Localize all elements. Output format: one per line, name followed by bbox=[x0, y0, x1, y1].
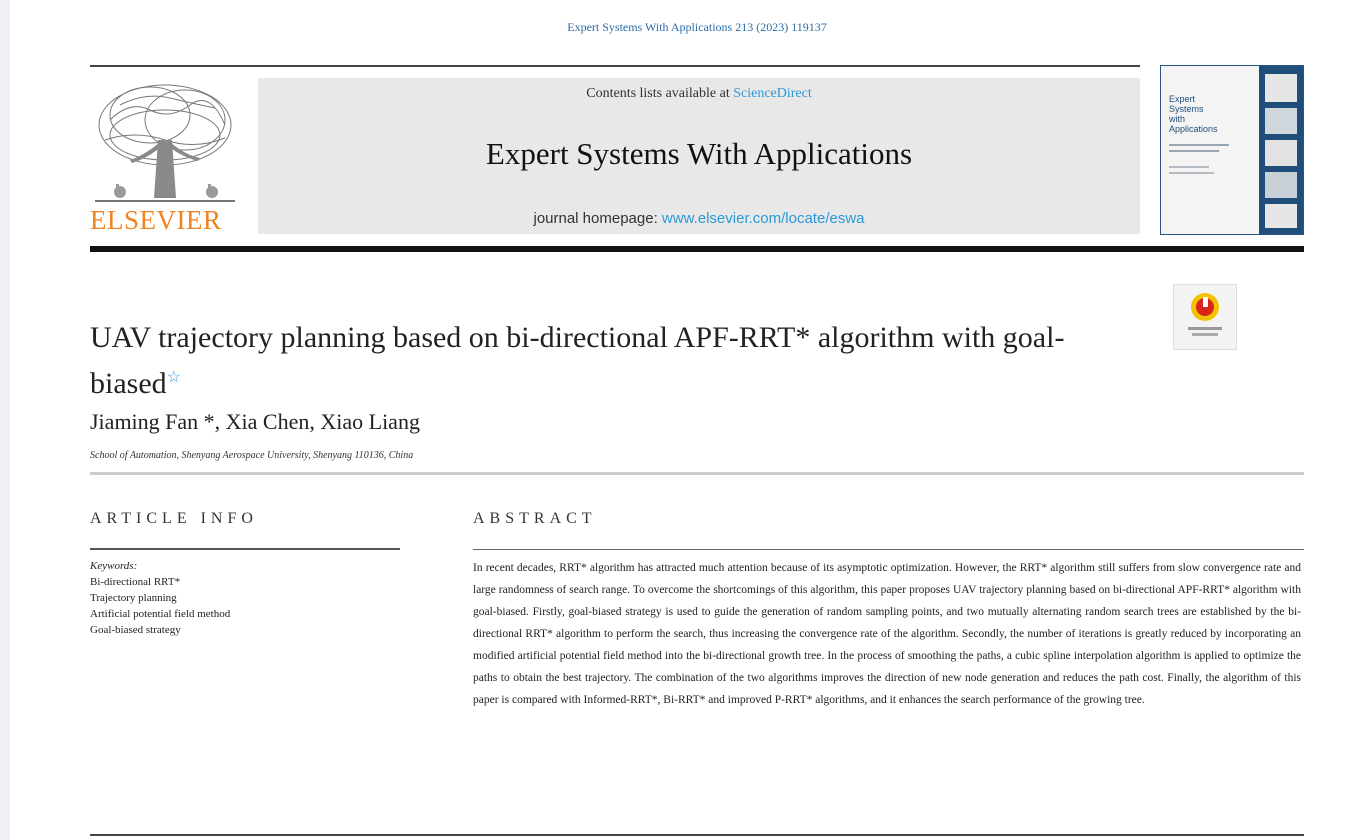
keyword-item: Artificial potential field method bbox=[90, 608, 231, 620]
homepage-link[interactable]: www.elsevier.com/locate/eswa bbox=[661, 210, 865, 227]
keyword-item: Bi-directional RRT* bbox=[90, 576, 181, 588]
journal-header-banner bbox=[258, 78, 1140, 234]
contents-prefix: Contents lists available at bbox=[586, 86, 730, 101]
journal-cover-thumbnail bbox=[1160, 65, 1304, 235]
cover-line: Applications bbox=[1169, 124, 1218, 134]
contents-line bbox=[258, 86, 1140, 102]
cover-line: Systems bbox=[1169, 104, 1204, 114]
viewer-left-strip bbox=[0, 0, 10, 840]
homepage-line bbox=[258, 210, 1140, 227]
abstract-body: In recent decades, RRT* algorithm has attracted much attention because of its asymptotic optimization. However, the RRT* algorithm still suffers from slow convergence rate and large randomness of search range. To overcome the shortcomings of this algorithm, this paper proposes UAV trajectory planning based on bi-directional APF-RRT* algorithm with goal-biased. Firstly, goal-biased strategy is used to guide the generation of random sampling points, and two mutually alternating random search trees are established by the bi-directional RRT* algorithm to perform the search, thus increasing the convergence rate of the algorithm. Secondly, the number of iterations is greatly reduced by incorporating an modified artificial potential field method into the bi-directional growth tree. In the process of smoothing the paths, a cubic spline interpolation algorithm is applied to optimize the paths to obtain the best trajectory. The combination of the two algorithms improves the direction of new node generation and reduces the path cost. Finally, the algorithm of this paper is compared with Informed-RRT*, Bi-RRT* and improved P-RRT* algorithms, and it enhances the search performance of the growing tree. bbox=[473, 562, 1301, 706]
abstract-heading: ABSTRACT bbox=[473, 510, 597, 527]
check-for-updates-icon[interactable] bbox=[1173, 284, 1237, 350]
sciencedirect-link[interactable]: ScienceDirect bbox=[733, 86, 812, 101]
header-thick-rule bbox=[90, 246, 1304, 252]
keyword-item: Trajectory planning bbox=[90, 592, 177, 604]
title-footnote-marker[interactable]: ☆ bbox=[166, 369, 181, 386]
author-list: Jiaming Fan *, Xia Chen, Xiao Liang bbox=[90, 409, 420, 434]
homepage-prefix: journal homepage: bbox=[533, 210, 658, 227]
abstract-rule bbox=[473, 549, 1304, 550]
paper-title bbox=[90, 318, 1150, 404]
journal-citation[interactable]: Expert Systems With Applications 213 (2023) 119137 bbox=[567, 20, 827, 34]
article-info-heading: ARTICLE INFO bbox=[90, 510, 258, 527]
keyword-item: Goal-biased strategy bbox=[90, 624, 181, 636]
publisher-name: ELSEVIER bbox=[90, 205, 222, 235]
journal-title: Expert Systems With Applications bbox=[485, 136, 913, 171]
article-info-rule bbox=[90, 548, 400, 550]
cover-line: with bbox=[1169, 114, 1186, 124]
abstract-bottom-rule bbox=[90, 834, 1304, 836]
keywords-block bbox=[90, 558, 230, 638]
header-top-rule bbox=[90, 65, 1140, 67]
paper-title-text: UAV trajectory planning based on bi-directional APF-RRT* algorithm with goal-biased bbox=[90, 321, 1065, 400]
keywords-label: Keywords: bbox=[90, 560, 138, 572]
cover-line: Expert bbox=[1169, 94, 1196, 104]
author-affiliation: School of Automation, Shenyang Aerospace University, Shenyang 110136, China bbox=[90, 450, 414, 461]
title-section-rule bbox=[90, 472, 1304, 475]
